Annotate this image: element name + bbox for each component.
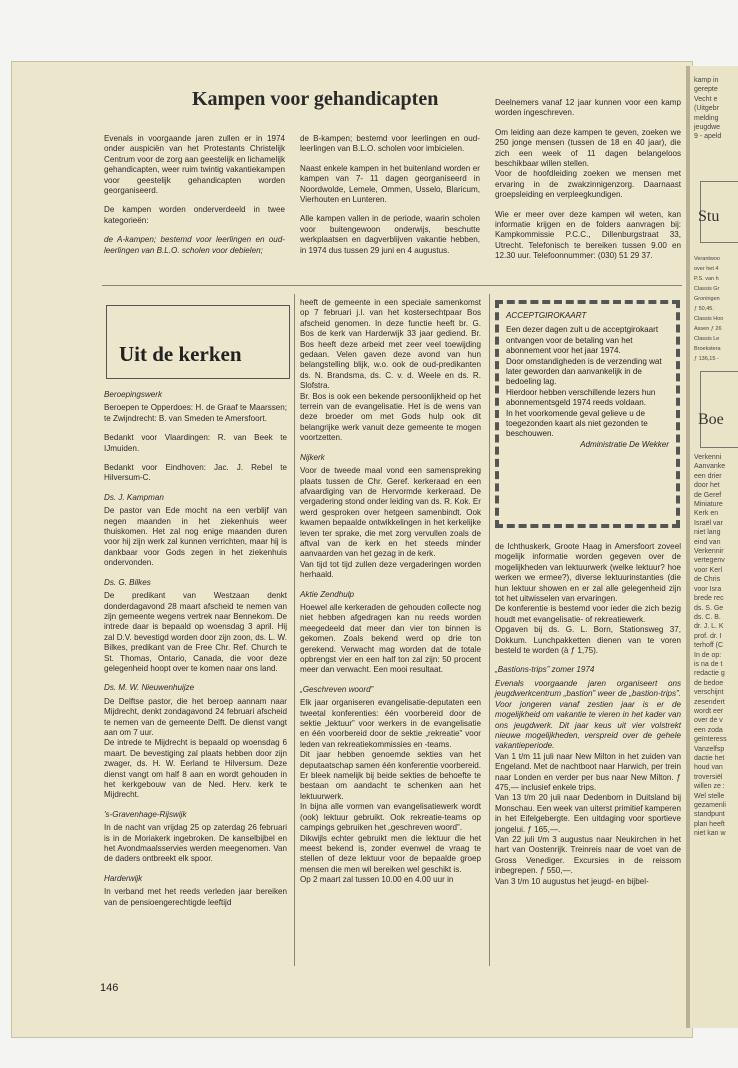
paragraph: Dikwijls echter gebruikt men die lektuur die het meest bekend is, zonder evenwel de vraag te stellen of deze lektuur voor de bepaalde groep mensen die men wil bereiken wel geschikt is.: [300, 833, 481, 874]
intro-paragraph: Evenals in voorgaande jaren zullen er in 1974 onder auspiciën van het Protestants Christelijk Centrum voor de zorg aan geestelijk en lichamelijk gehandicapten, weer ruim twintig vakantiekampen voor geestelijk gehandicapten worden georganiseerd.: [104, 134, 285, 196]
adjacent-text-line: eind van: [694, 538, 721, 546]
intro-paragraph: Naast enkele kampen in het buitenland worden er kampen van 7- 11 dagen georganiseerd in Noordwolde, Lemele, Ommen, Usselo, Blaricum, Vierhouten en Lunteren.: [300, 163, 480, 205]
paragraph: De pastor van Ede mocht na een verblijf van negen maanden in het ziekenhuis weer thuiskomen. Het zal nog enige maanden duren voor hij zijn werk zal kunnen verrichten, maar hij is dankbaar voor Gods zegen in het ziekenhuis ondervonden.: [104, 506, 287, 568]
adjacent-text-bottom: [694, 453, 727, 839]
paragraph: Beroepen te Opperdoes: H. de Graaf te Maarssen; te Zwijndrecht: B. van Smeden te Amersfoort.: [104, 403, 287, 423]
adjacent-text-line: verschijnt: [694, 689, 724, 697]
adjacent-text-line: geïnteress: [694, 736, 727, 744]
notice-paragraph: In het voorkomende geval gelieve u de toegezonden kaart als niet gezonden te beschouwen.: [506, 408, 648, 439]
notice-signature: Administratie De Wekker: [580, 439, 669, 449]
adjacent-text-line: Israël var: [694, 519, 723, 527]
adjacent-text-line: de bedoe: [694, 679, 724, 687]
paragraph: In bijna alle vormen van evangelisatiewerk wordt (ook) lektuur gebruikt. Ook rekreatie-teams op campings gebruiken het „geschreven woord”.: [300, 802, 481, 833]
adjacent-text-line: dr. J. L. K: [694, 623, 724, 631]
adjacent-text-line: Wel stelle: [694, 792, 725, 800]
adjacent-text-line: Aanvanke: [694, 463, 726, 471]
adjacent-text-line: plan heeft: [694, 820, 725, 828]
adjacent-text-line: ds. C. B.: [694, 613, 721, 621]
adjacent-text-line: In de op:: [694, 651, 722, 659]
paragraph: De Delftse pastor, die het beroep aannam naar Mijdrecht, denkt zondagavond 24 februari afscheid te nemen van de gemeente Delft. De dienst vangt aan om 7 uur.: [104, 696, 287, 737]
adjacent-text-line: vertegenv: [694, 557, 725, 565]
kerken-column-3: [495, 542, 681, 896]
kerken-column-1: [104, 384, 287, 917]
kerken-column-2: [300, 298, 481, 895]
column-rule: [294, 294, 295, 966]
paragraph: Opgaven bij ds. G. L. Born, Stationsweg 37, Dokkum. Lunchpakketten dienen van te voren besteld te worden (à ƒ 1,75).: [495, 625, 681, 656]
subheading: Aktie Zendhulp: [300, 589, 354, 599]
paragraph: In verband met het reeds verleden jaar bereiken van de pensioengerechtigde leeftijd: [104, 887, 287, 907]
notice-paragraph: Een dezer dagen zult u de acceptgirokaart ontvangen voor de betaling van het abonnement voor het jaar 1974.: [506, 325, 659, 356]
page-number: 146: [100, 982, 119, 994]
paragraph: Voor de tweede maal vond een samenspreking plaats tussen de Chr. Geref. kerkeraad en een afvaardiging van de Hervormde kerkeraad. De vergadering stond onder leiding van ds. R. Kok. Er werd gesproken over hetgeen samenbindt. Ook kwamen bepaalde ontwikkelingen in het kerkelijke leven ter sprake, die met zorg vervullen zoals de aftval van de kerk en het steeds minder aanvaarden van het gezag in de kerk.: [300, 466, 481, 559]
subheading: Beroepingswerk: [104, 390, 163, 399]
subheading: Ds. M. W. Nieuwenhuijze: [104, 683, 195, 693]
adjacent-text-line: troversiël: [694, 773, 723, 781]
adjacent-text-line: prof. dr. I: [694, 632, 722, 640]
paragraph: De predikant van Westzaan denkt donderdagavond 28 maart afscheid te nemen van zijn gemeente wegens vertrek naar Bennekom. De intrede daar is bepaald op woensdag 3 april. Hij zal D.V. bevestigd worden door zijn zoon, ds. L. W. Bilkes, predikant van de Free Chr. Ref. Church te St. Thomas, Ontario, Canada, die voor deze gelegenheid hoopt over te komen naar ons land.: [104, 591, 287, 673]
adjacent-text-line: P.S. van h: [694, 276, 719, 282]
adjacent-text-line: ƒ 136,15 -: [694, 356, 719, 362]
paragraph: Bedankt voor Vlaardingen: R. van Beek te IJmuiden.: [104, 433, 287, 453]
adjacent-text-line: kamp in: [694, 77, 719, 84]
adjacent-text-line: jeugdwe: [694, 124, 721, 132]
intro-column-2: [300, 134, 480, 265]
paragraph: Van 22 juli t/m 3 augustus naar Neukirchen in het hart van Oostenrijk. Treinreis naar de voet van de Gross Venediger. Excursies in de reissom inbegrepen. ƒ 550,—.: [495, 834, 681, 876]
adjacent-text-line: niet lang: [694, 529, 721, 537]
adjacent-text-line: door het: [694, 482, 720, 490]
paragraph: Dit jaar hebben genoemde sekties van het deputaatschap samen één konferentie voorbereid. Er bleek namelijk bij beide sekties de behoefte te bestaan om aandacht te schenken aan het lektuurwerk.: [300, 750, 481, 801]
adjacent-text-line: Classis Gr: [694, 286, 720, 292]
adjacent-text-line: Vanzelfsp: [694, 745, 725, 753]
acceptgiro-notice: [495, 300, 680, 528]
intro-paragraph: Wie er meer over deze kampen wil weten, kan informatie krijgen en de folders aanvragen bij: Kampkommissie P.C.C., Dillenburgstraat 33, Utrecht. Telefonisch te bereiken tussen 9.00 en 12.30 uur. Telefoonnummer: (030) 51 29 37.: [495, 209, 681, 261]
subheading: Nijkerk: [300, 452, 325, 462]
paragraph: Elk jaar organiseren evangelisatie-deputaten een tweetal konferenties: één voorbereid door de sektie „lektuur” voor werkers in de evangelisatie en één voorbereid door de sektie „rekreatie” voor leden van rekreatiekommissies en -teams.: [300, 698, 481, 749]
paragraph: Evenals voorgaande jaren organiseert ons jeugdwerkcentrum „bastion” weer de „bastion-trips”. Voor jongeren vanaf zestien jaar is er de mogelijkheid om vakantie te vieren in het kader van ons jeugdwerk. Dit jaar keus uit vier volstrekt nieuwe mogelijkheden, verspreid over de gehele vakantieperiode.: [495, 678, 681, 751]
paragraph: Bedankt voor Eindhoven: Jac. J. Rebel te Hilversum-C.: [104, 463, 287, 483]
adjacent-text-line: niet kan w: [694, 830, 726, 838]
adjacent-heading: Stu: [698, 208, 720, 225]
intro-paragraph: Voor de hoofdleiding zoeken we mensen met ervaring in de zwakzinnigenzorg. Daarnaast groepsleiding en verpleegkundigen.: [495, 169, 681, 200]
subheading: Ds. J. Kampman: [104, 492, 164, 502]
adjacent-text-line: redactie g: [694, 670, 725, 678]
adjacent-text-line: Classis Hoo: [694, 316, 724, 322]
section-heading-box: [106, 305, 290, 379]
paragraph: de Ichthuskerk, Groote Haag in Amersfoort zoveel mogelijk informatie worden gegeven over de mogelijkheden van lektuurwerk (welke lektuur? hoe werken we ermee?), diverse lektuurinstanties (die hun lektuur showen en er zal alle gelegenheid zijn tot het uitwisselen van ervaringen.: [495, 542, 681, 604]
subheading: 's-Gravenhage-Rijswijk: [104, 809, 187, 819]
subheading: „Geschreven woord”: [300, 684, 374, 694]
paragraph: heeft de gemeente in een speciale samenkomst op 7 februari j.l. van het kostersechtpaar Bos afscheid genomen. In deze functie heeft br. G. Bos de kerk van Harderwijk 33 jaar gediend. Br. Bos heeft deze arbeid met zeer veel toewijding gedaan. Velen gaven deze avond van hun belangstelling blijk, w.o. ook de oud-predikanten ds. N. Brandsma, ds. C. v. d. Weele en ds. R. Slofstra.: [300, 298, 481, 391]
subheading: Ds. G. Bilkes: [104, 577, 151, 587]
subheading: „Bastions-trips” zomer 1974: [495, 665, 595, 675]
intro-paragraph: Om leiding aan deze kampen te geven, zoeken we 250 jonge mensen (tussen de 18 en 40 jaar), die zich een week of 11 dagen belangeloos beschikbaar willen stellen.: [495, 127, 681, 169]
paragraph: Van 1 t/m 11 juli naar New Milton in het zuiden van Engeland. Met de nachtboot naar Harwich, per trein naar Londen en verder per bus naar New Milton. ƒ 475,— inclusief enkele trips.: [495, 751, 681, 792]
intro-paragraph: de A-kampen; bestemd voor leerlingen en oud-leerlingen van B.L.O. scholen voor debielen;: [104, 235, 285, 255]
adjacent-text-line: Classis Le: [694, 336, 720, 342]
adjacent-text-line: Vecht e: [694, 95, 718, 103]
adjacent-text-line: ƒ 50,45.: [694, 306, 714, 312]
notice-title: ACCEPTGIROKAART: [506, 311, 587, 320]
adjacent-text-line: Broekstera: [694, 346, 721, 352]
adjacent-text-line: Miniature: [694, 501, 723, 509]
adjacent-text-line: houd van: [694, 764, 723, 772]
paragraph: De intrede te Mijdrecht is bepaald op woensdag 6 maart. De bevestiging zal plaats hebben door zijn zwager, ds. H. W. Eerland te Hilversum. Deze dienst vangt om half 8 aan en wordt gehouden in het kerkgebouw van de Ned. Herv. kerk te Mijdrecht.: [104, 738, 287, 800]
article-title: Kampen voor gehandicapten: [192, 88, 439, 110]
adjacent-text-line: 9 - apeld: [694, 133, 722, 141]
adjacent-text-line: Verkenni: [694, 454, 722, 461]
paragraph: Hoewel alle kerkeraden de gehouden collecte nog niet hebben afgedragen kan nu reeds worden meegedeeld dat meer dan vier ton binnen is gekomen. Zoals bekend werd op drie ton gerekend. Verwacht mag worden dat de totale opbrengst vier en een half ton zal zijn: 50 procent meer dan verwacht. Een mooi resultaat.: [300, 602, 481, 675]
notice-paragraph: Hierdoor hebben verschillende lezers hun abonnementsgeld 1974 reeds voldaan.: [506, 387, 656, 408]
adjacent-text-line: is na de t: [694, 660, 723, 668]
adjacent-text-line: over het 4: [694, 266, 719, 272]
paragraph: Br. Bos is ook een bekende persoonlijkheid op het terrein van de evangelisatie. Het is de wens van deze broeder om met Gods hulp ook dit belangrijke werk vanuit deze gemeente te mogen voortzetten.: [300, 391, 481, 443]
adjacent-text-top: [694, 76, 721, 142]
subheading: Harderwijk: [104, 873, 143, 883]
adjacent-text-line: een zoda: [694, 726, 723, 734]
paragraph: In de nacht van vrijdag 25 op zaterdag 26 februari is in de Moriakerk ingebroken. De kanselbijbel en het Avondmaalsservies werden meegenomen. Van de daders ontbreekt elk spoor.: [104, 823, 287, 864]
adjacent-text-line: terhoff (C: [694, 642, 724, 650]
adjacent-text-line: een drier: [694, 472, 722, 480]
paragraph: Van tijd tot tijd zullen deze vergaderingen worden herhaald.: [300, 559, 481, 580]
section-divider: [102, 285, 682, 286]
adjacent-text-line: Verkennir: [694, 548, 724, 556]
intro-paragraph: Alle kampen vallen in de periode, waarin scholen voor buitengewoon onderwijs, beschutte werkplaatsen en dagverblijven vakantie hebben, in 1974 dus tussen 29 juni en 4 augustus.: [300, 214, 480, 255]
intro-column-3: [495, 98, 681, 271]
paragraph: De konferentie is bestemd voor ieder die zich bezig houdt met evangelisatie- of rekreatiewerk.: [495, 604, 681, 624]
notice-paragraph: Door omstandigheden is de verzending wat later geworden dan aanvankelijk in de bedoeling lag.: [506, 356, 662, 387]
paragraph: Van 3 t/m 10 augustus het jeugd- en bijbel-: [495, 876, 649, 886]
adjacent-page-edge: [686, 66, 738, 1028]
adjacent-text-line: gezamenli: [694, 802, 726, 810]
paragraph: Van 13 t/m 20 juli naar Dedenborn in Duitsland bij Monschau. Een week van uiterst primitief kamperen in het Eifelgebergte. Een uitdaging voor sportieve jongelui. ƒ 165,—.: [495, 793, 681, 834]
adjacent-text-line: gerepte: [694, 86, 718, 94]
adjacent-text-line: (Uitgebr: [694, 105, 719, 113]
adjacent-text-line: de Chris: [694, 576, 721, 584]
column-rule: [489, 294, 490, 966]
adjacent-text-line: over de v: [694, 717, 723, 725]
adjacent-text-line: dactie het: [694, 755, 725, 762]
intro-paragraph: Deelnemers vanaf 12 jaar kunnen voor een kamp worden ingeschreven.: [495, 98, 681, 118]
adjacent-text-line: Groningen: [694, 296, 720, 302]
adjacent-text-line: Verantwoo: [694, 256, 720, 262]
intro-paragraph: de B-kampen; bestemd voor leerlingen en oud-leerlingen van B.L.O. scholen voor imbicielen.: [300, 134, 480, 154]
adjacent-text-line: wordt eer: [694, 707, 724, 715]
intro-paragraph: De kampen worden onderverdeeld in twee kategorieën:: [104, 205, 285, 225]
adjacent-text-line: zesendert: [694, 698, 725, 706]
adjacent-text-line: brede rec: [694, 595, 724, 603]
adjacent-text-line: de Geref: [694, 491, 722, 499]
adjacent-heading-box: [700, 371, 738, 448]
adjacent-text-line: willen ze :: [694, 783, 725, 791]
adjacent-text-middle: [694, 254, 723, 364]
section-heading: Uit de kerken: [119, 342, 242, 366]
adjacent-heading: Boe: [698, 411, 724, 428]
adjacent-text-line: standpunt: [694, 811, 725, 819]
paragraph: Op 2 maart zal tussen 10.00 en 4.00 uur in: [300, 875, 454, 885]
magazine-page: [12, 62, 692, 1037]
adjacent-text-line: voor Kerl: [694, 566, 723, 574]
adjacent-text-line: Kerk en: [694, 510, 719, 518]
adjacent-text-line: melding: [694, 114, 719, 122]
adjacent-text-line: ds. S. Ge: [694, 604, 724, 612]
intro-column-1: [104, 134, 285, 265]
adjacent-text-line: voor Isra: [694, 585, 722, 593]
adjacent-text-line: Assen ƒ 26: [694, 326, 722, 332]
